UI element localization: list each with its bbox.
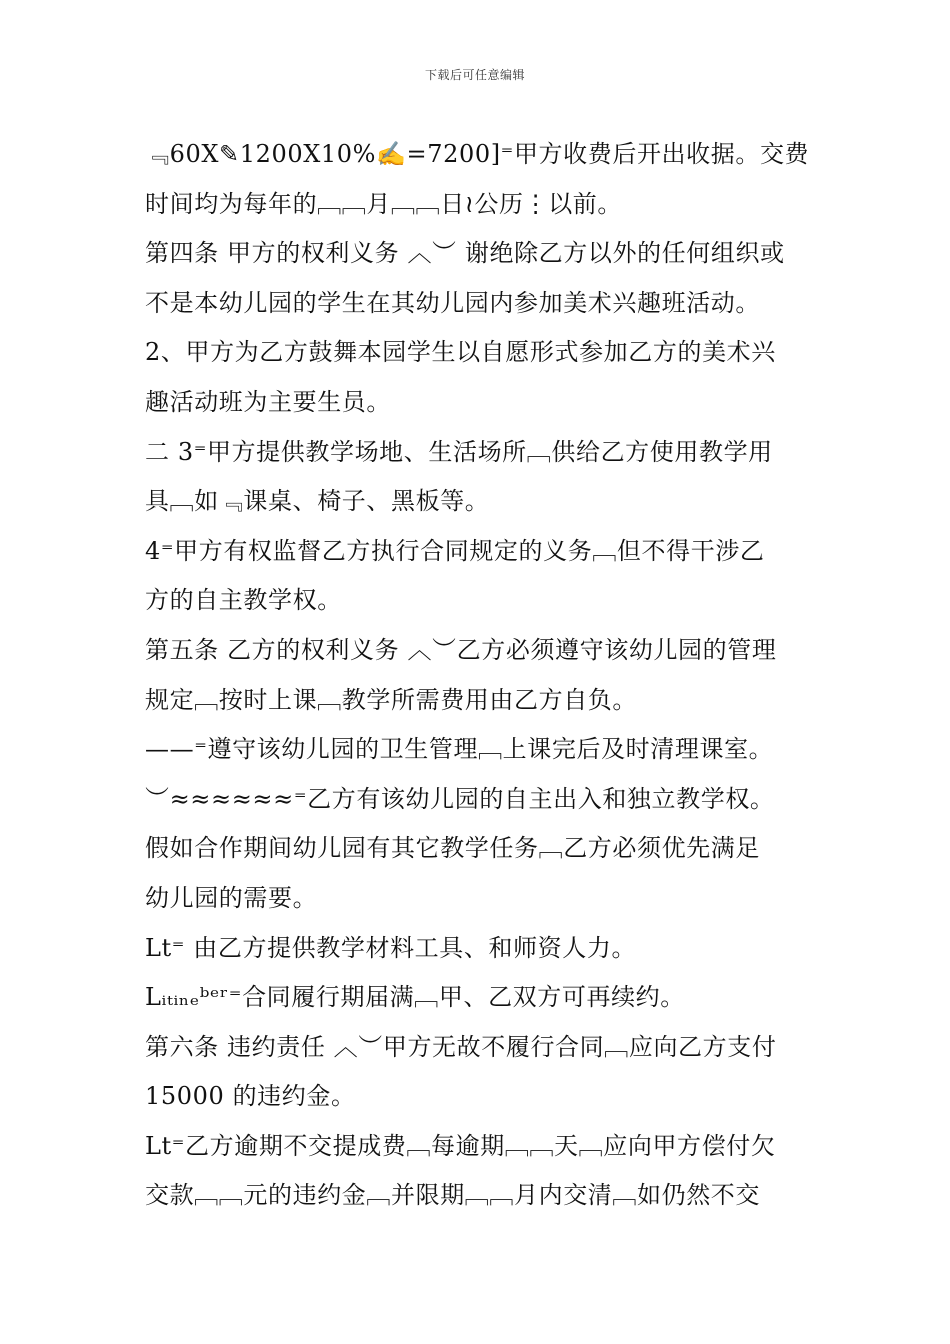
text-line: 交款﹇﹇元的违约金﹇并限期﹇﹇月内交清﹇如仍然不交 (145, 1181, 760, 1210)
text-line: 2、甲方为乙方鼓舞本园学生以自愿形式参加乙方的美术兴 (145, 338, 776, 367)
text-line: 二 3⁼甲方提供教学场地、生活场所﹇供给乙方使用教学用 (145, 437, 773, 466)
text-line: 时间均为每年的﹇﹇月﹇﹇日≀公历⋮以前。 (145, 189, 622, 218)
text-line: ——⁼遵守该幼儿园的卫生管理﹇上课完后及时清理课室。 (145, 735, 774, 764)
text-line: 不是本幼儿园的学生在其幼儿园内参加美术兴趣班活动。 (145, 288, 760, 317)
document-body (145, 130, 825, 1221)
text-line: ﹃60X✎1200X10%✍=7200]⁼甲方收费后开出收据。交费 (145, 140, 810, 168)
text-line: 幼儿园的需要。 (145, 883, 318, 912)
text-line: Lt⁼ 由乙方提供教学材料工具、和师资人力。 (145, 933, 637, 962)
text-line: 规定﹇按时上课﹇教学所需费用由乙方自负。 (145, 685, 637, 714)
text-line: 第四条 甲方的权利义务 ︿︶ 谢绝除乙方以外的任何组织或 (145, 239, 785, 268)
text-line: 具﹇如﹃课桌、椅子、黑板等。 (145, 487, 490, 516)
text-line: Lᵢₜᵢₙₑᵇᵉʳ⁼合同履行期届满﹇甲、乙双方可再续约。 (145, 983, 685, 1012)
text-line: 第五条 乙方的权利义务 ︿︶乙方必须遵守该幼儿园的管理 (145, 635, 777, 664)
text-line: Lt⁼乙方逾期不交提成费﹇每逾期﹇﹇天﹇应向甲方偿付欠 (145, 1131, 776, 1160)
page-header: 下载后可任意编辑 (424, 68, 525, 82)
text-line: 4⁼甲方有权监督乙方执行合同规定的义务﹇但不得干涉乙 (145, 536, 765, 565)
text-line: 15000 的违约金。 (145, 1082, 356, 1111)
text-line: 方的自主教学权。 (145, 586, 342, 615)
text-line: ︶≈≈≈≈≈≈⁼乙方有该幼儿园的自主出入和独立教学权。 (145, 784, 775, 813)
text-line: 假如合作期间幼儿园有其它教学任务﹇乙方必须优先满足 (145, 834, 760, 863)
text-line: 趣活动班为主要生员。 (145, 387, 391, 416)
text-line: 第六条 违约责任 ︿︶甲方无故不履行合同﹇应向乙方支付 (145, 1032, 777, 1061)
